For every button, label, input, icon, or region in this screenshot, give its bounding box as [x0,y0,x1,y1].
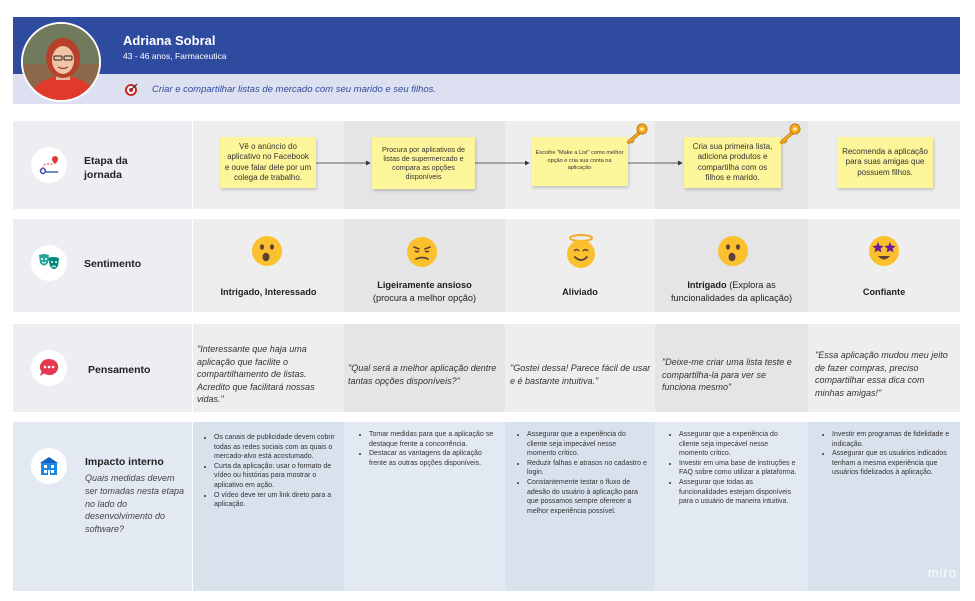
list-item: • Constantemente testar o fluxo de adesão do usuário à aplicação para que possamos sempre oferecer a melhor experiência possível. [527,478,647,516]
list-item: • Tomar medidas para que a aplicação se destaque frente a concorrência. [369,430,495,449]
key-icon [775,123,801,145]
thought-label: Pensamento [88,364,151,376]
persona-goal: Criar e compartilhar listas de mercado com seu marido e seu filhos. [152,84,437,95]
list-item: • Investir em uma base de instruções e FAQ sobre como utilizar a plataforma. [679,459,799,478]
feeling-text-5: Confiante [862,287,906,297]
journey-label-line2: jornada [84,169,122,181]
list-item: • O vídeo deve ter um link direto para a aplicação. [214,491,336,510]
list-item: • Reduzir falhas e atrasos no cadastro e login. [527,459,647,478]
journey-step-5[interactable]: Recomenda a aplicação para suas amigas que possuem filhos. [837,137,933,188]
thought-text-2: "Qual será a melhor aplicação dentre tantas opções disponíveis?" [348,363,497,386]
row-label-thought [13,324,192,412]
impact-list-2 [359,430,495,468]
impact-list-5 [822,430,952,478]
theater-masks-icon [31,245,67,281]
thought-text-5: "Essa aplicação mudou meu jeito de fazer compras, preciso compartilhar essa dica com minhas amigas!" [815,350,948,398]
journey-step-4[interactable]: Cria sua primeira lista, adiciona produtos e compartilha com os filhos e marido. [684,137,781,188]
impact-list-1 [204,433,336,510]
impact-list-4 [669,430,799,507]
surprised-face-icon [717,235,749,267]
persona-info: 43 - 46 anos, Farmaceutica [123,51,227,61]
journey-label-line1: Etapa da [84,155,128,167]
thought-text-4: "Deixe-me criar uma lista teste e compartilha-la para ver se funciona mesmo" [662,357,792,392]
building-icon [31,448,67,484]
journey-step-1[interactable]: Vê o anúncio do aplicativo no Facebook e ouve falar dele por um colega de trabalho. [220,137,316,188]
list-item: • Investir em programas de fidelidade e indicação. [832,430,952,449]
anxious-face-icon [406,236,438,268]
thought-text-1: "Interessante que haja uma aplicação que facilite o compartilhamento de listas. Acredito que facilitará nossas vidas." [197,344,315,404]
miro-watermark: miro [927,565,957,580]
row-label-feeling [13,219,192,312]
list-item: • Curta da aplicação: usar o formato de vídeo ou histórias para mostrar o aplicativo em ação. [214,462,336,491]
feeling-text-2: Ligeiramente ansioso (procura a melhor opção) [372,280,477,303]
key-icon [622,123,648,145]
row-label-impact [13,422,192,591]
list-item: • Assegurar que os usuários indicados tenham a mesma experiência que usuários fidelizados à aplicação. [832,449,952,478]
journey-step-2[interactable]: Procura por aplicativos de listas de supermercado e compara as opções disponíveis [372,137,475,189]
list-item: • Assegurar que todas as funcionalidades estejam disponíveis para o usuário de maneira intuitiva. [679,478,799,507]
impact-question: Quais medidas devem ser tomadas nesta etapa no lado do desenvolvimento do software? [85,473,185,535]
persona-name: Adriana Sobral [123,33,216,48]
list-item: • Destacar as vantagens da aplicação frente as outras opções disponíveis. [369,449,495,468]
feeling-text-4: Intrigado (Explora as funcionalidades da aplicação) [670,280,793,303]
feeling-text-1: Intrigado, Interessado [220,287,317,297]
journey-step-3[interactable]: Escolhe "Make a List" como melhor opção e cria sua conta na aplicação [531,137,628,186]
thought-text-3: "Gostei dessa! Parece fácil de usar e é bastante intuitiva." [510,363,651,386]
list-item: • Assegurar que a experiência do cliente seja impecável nesse momento crítico. [527,430,647,459]
impact-label: Impacto interno [85,456,164,468]
feeling-label: Sentimento [84,258,142,270]
impact-list-3 [517,430,647,516]
speech-bubble-icon [31,350,67,386]
halo-face-icon [565,234,597,270]
list-item: • Assegurar que a experiência do cliente seja impecável nesse momento crítico. [679,430,799,459]
star-struck-face-icon [868,235,900,267]
list-item: • Os canais de publicidade devem cobrir todas as redes sociais com as quais o mercado-alvo está acostumado. [214,433,336,462]
feeling-text-3: Aliviado [562,287,598,297]
surprised-face-icon [251,235,283,267]
